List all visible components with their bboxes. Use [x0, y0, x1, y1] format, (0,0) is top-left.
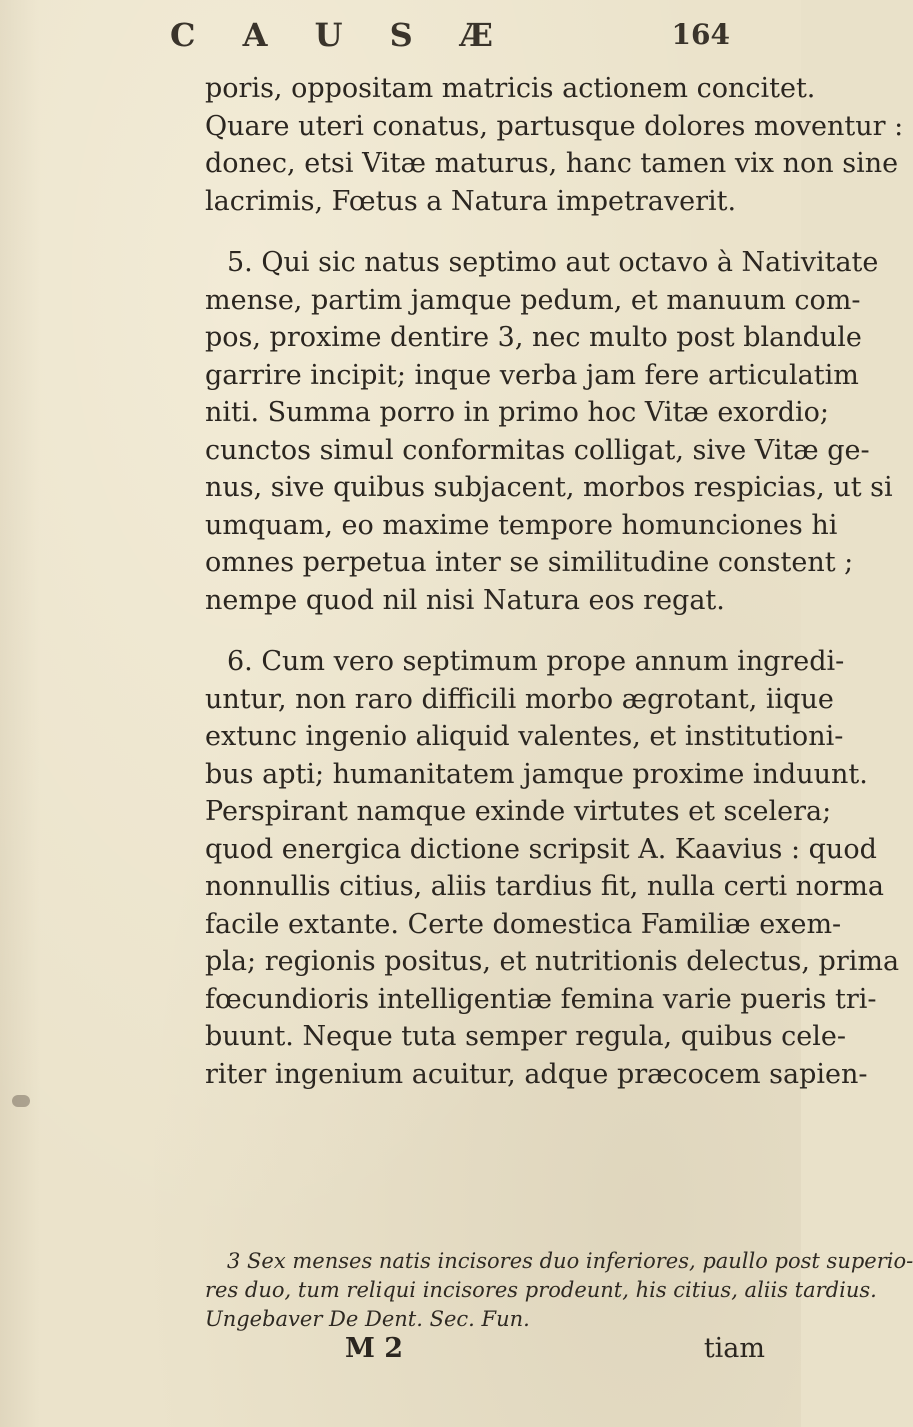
text-line: Perspirant namque exinde virtutes et scelera; [205, 796, 832, 827]
text-line: riter ingenium acuitur, adque præcocem sapien- [205, 1058, 868, 1090]
text-line: 5. Qui sic natus septimo aut octavo à Nativitate [227, 247, 879, 278]
footnote [205, 1247, 913, 1334]
text-line: umquam, eo maxime tempore homunciones hi [205, 509, 838, 541]
text-line: fœcundioris intelligentiæ femina varie pueris tri- [205, 983, 877, 1015]
text-line: buunt. Neque tuta semper regula, quibus cele- [205, 1021, 846, 1052]
text-line: pla; regionis positus, et nutritionis delectus, prima [205, 946, 900, 977]
text-line: niti. Summa porro in primo hoc Vitæ exordio; [205, 397, 829, 428]
text-line: lacrimis, Fœtus a Natura impetraverit. [205, 185, 737, 217]
text-line: poris, oppositam matricis actionem concitet. [205, 73, 816, 104]
text-line: nonnullis citius, aliis tardius fit, nulla certi norma [205, 871, 884, 902]
signature-mark: M 2 [345, 1333, 404, 1364]
running-head: C A U S Æ [170, 16, 511, 54]
text-line: bus apti; humanitatem jamque proxime induunt. [205, 758, 868, 790]
text-line: quod energica dictione scripsit A. Kaavius : quod [205, 833, 877, 865]
footnote-line: 3 Sex menses natis incisores duo inferiores, paullo post superio- [227, 1249, 913, 1273]
paragraph [205, 70, 904, 220]
text-line: donec, etsi Vitæ maturus, hanc tamen vix non sine [205, 148, 899, 179]
margin-stain [12, 1095, 30, 1107]
text-line: nempe quod nil nisi Natura eos regat. [205, 584, 725, 616]
text-line: garrire incipit; inque verba jam fere articulatim [205, 359, 859, 391]
page-number: 164 [671, 18, 730, 51]
footnote-line: Ungebaver De Dent. Sec. Fun. [205, 1307, 530, 1331]
text-line: omnes perpetua inter se similitudine constent ; [205, 547, 854, 578]
text-line: pos, proxime dentire 3, nec multo post blandule [205, 322, 862, 353]
footnote-line: res duo, tum reliqui incisores prodeunt, his citius, aliis tardius. [205, 1278, 877, 1302]
text-line: extunc ingenio aliquid valentes, et institutioni- [205, 721, 844, 752]
catchword: tiam [703, 1333, 765, 1364]
paragraph [205, 643, 900, 1093]
page-footer [345, 1333, 765, 1367]
text-line: Quare uteri conatus, partusque dolores moventur : [205, 110, 904, 142]
text-line: mense, partim jamque pedum, et manuum com- [205, 284, 861, 316]
text-line: cunctos simul conformitas colligat, sive Vitæ ge- [205, 434, 870, 466]
paragraph [205, 244, 893, 619]
text-line: nus, sive quibus subjacent, morbos respicias, ut si [205, 472, 893, 503]
text-line: untur, non raro difficili morbo ægrotant, iique [205, 683, 834, 715]
text-line: 6. Cum vero septimum prope annum ingredi- [227, 646, 845, 677]
text-line: facile extante. Certe domestica Familiæ exem- [205, 908, 842, 940]
body-text [205, 70, 904, 1093]
page-header [170, 16, 730, 56]
